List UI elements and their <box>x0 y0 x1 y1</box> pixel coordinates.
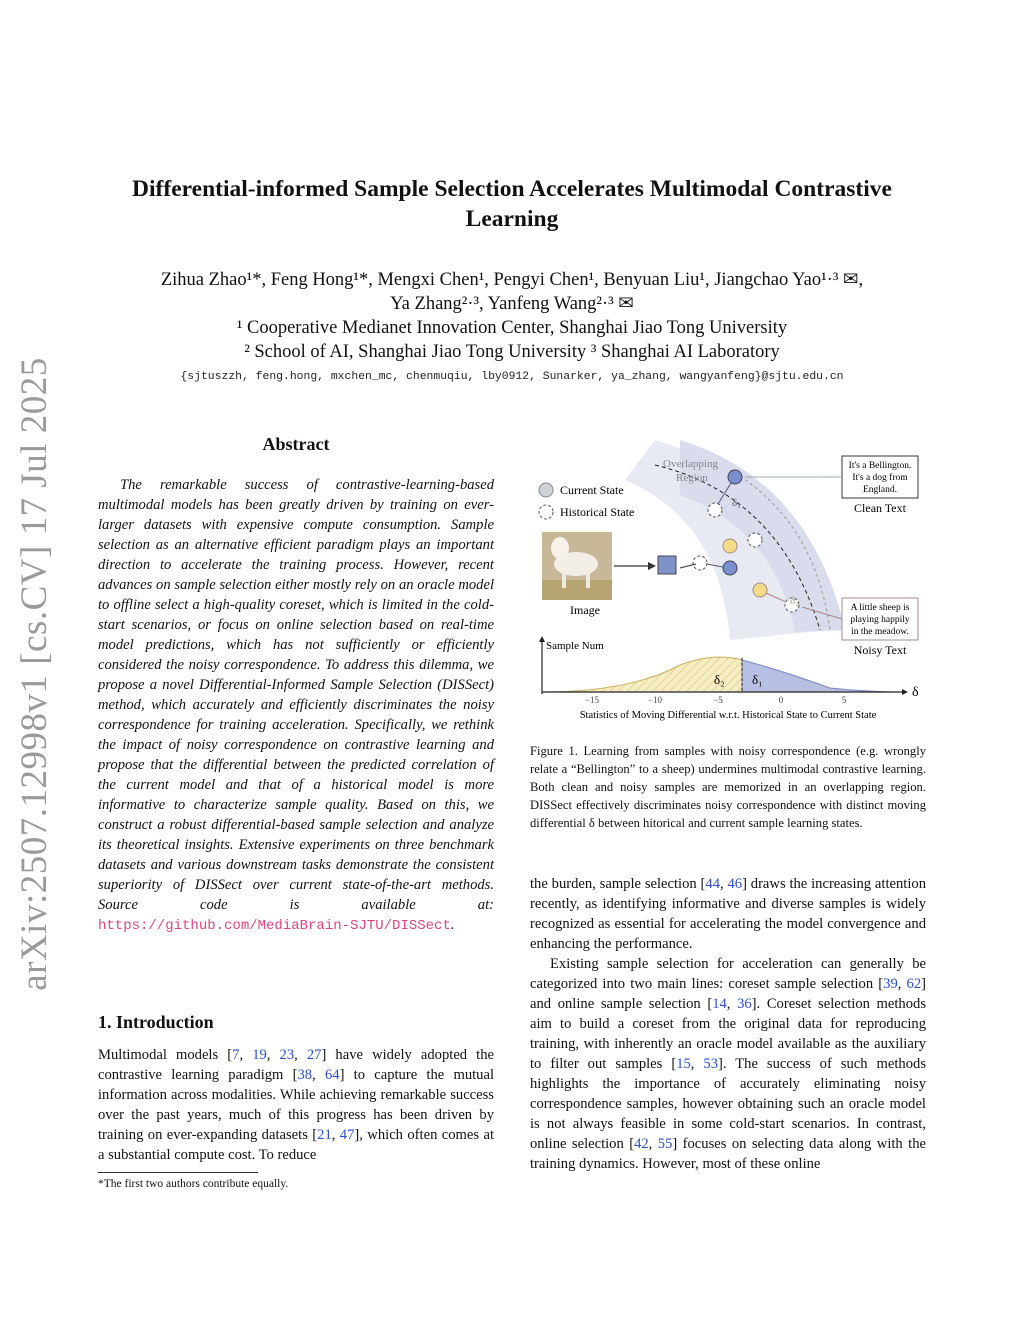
clean-current-state-2 <box>723 561 737 575</box>
image-label: Image <box>570 603 600 617</box>
noisy-historical-state-1 <box>748 533 762 547</box>
paper-title: Differential-informed Sample Selection Accelerates Multimodal Contrastive Learning <box>132 176 892 232</box>
clean-historical-state-2 <box>693 556 707 570</box>
citation-link[interactable]: 44 <box>705 876 720 892</box>
citation-link[interactable]: 53 <box>703 1056 719 1072</box>
author-emails[interactable]: {sjtuszzh, feng.hong, mxchen_mc, chenmuqiu, lby0912, Sunarker, ya_zhang, wangyanfeng}@sjtu.edu.cn <box>180 371 844 383</box>
abstract-heading: Abstract <box>262 434 330 454</box>
right-column-text: the burden, sample selection [44, 46] draws the increasing attention recently, as identifying informative and diverse samples is widely recognized as essential for accelerating the model convergence and enhancing the performance. Existing sample selection for acceleration can generally be categorized into two main lines: coreset sample selection [39, 62] and online sample selection [14, 36]. Coreset selection methods aim to build a coreset from the original data for reproducing training, with inherently an oracle model available as the auxiliary to filter out samples [15, 53]. The success of such methods highlights the importance of accurately eliminating noisy correspondence samples, however obtaining such an oracle model is not always feasible in some cold-start scenarios. In contrast, online selection [42, 55] focuses on selecting data along with the training dynamics. However, most of these online <box>530 876 927 1172</box>
figure-1-svg <box>530 440 926 725</box>
citation-link[interactable]: 21 <box>317 1127 332 1143</box>
abstract-body <box>98 475 494 936</box>
delta1-label: δ₁ <box>752 672 763 687</box>
footnote-rule <box>98 1172 258 1173</box>
x-axis-label: Statistics of Moving Differential w.r.t. Historical State to Current State <box>579 710 877 721</box>
embedding-link <box>680 564 696 568</box>
y-axis-arrowhead <box>539 636 545 642</box>
legend-historical-label: Historical State <box>560 505 635 519</box>
x-tick: −5 <box>713 695 723 705</box>
noisy-text-line-2: playing happily <box>850 615 910 625</box>
footnote: *The first two authors contribute equally. <box>98 1178 289 1190</box>
citation-link[interactable]: 27 <box>306 1047 322 1063</box>
citation-link[interactable]: 19 <box>252 1047 267 1063</box>
x-tick: −15 <box>584 695 600 705</box>
delta-axis-label: δ <box>912 685 919 700</box>
text-run: ] focuses on selecting data along with the training dynamics. However, most of these online <box>530 1136 926 1172</box>
noisy-distribution-area <box>542 657 742 692</box>
clean-text-line-3: England. <box>862 485 898 495</box>
overlap-label-1: Overlapping <box>663 458 718 470</box>
text-run: ] and online sample selection [ <box>530 976 927 1012</box>
author-block <box>80 268 944 364</box>
citation-link[interactable]: 47 <box>339 1127 355 1143</box>
affiliation-2: ² School of AI, Shanghai Jiao Tong University ³ Shanghai AI Laboratory <box>244 342 780 362</box>
clean-historical-state <box>708 503 722 517</box>
image-arrowhead <box>648 562 656 570</box>
affiliation-1: ¹ Cooperative Medianet Innovation Center, Shanghai Jiao Tong University <box>236 318 788 338</box>
x-tick: 5 <box>841 695 847 705</box>
figure-1 <box>530 440 926 730</box>
source-code-link[interactable]: https://github.com/MediaBrain-SJTU/DISSect <box>98 918 451 934</box>
text-run: the burden, sample selection [ <box>530 876 706 892</box>
legend-current-label: Current State <box>560 483 624 497</box>
noisy-current-state-1 <box>723 539 737 553</box>
text-run: Multimodal models [ <box>98 1047 233 1063</box>
authors-line-2: Ya Zhang²·³, Yanfeng Wang²·³ ✉ <box>390 294 634 314</box>
dog-image <box>542 532 612 600</box>
text-run: ] have widely adopted the contrastive learning paradigm [ <box>98 1047 495 1083</box>
noisy-text-line-3: in the meadow. <box>851 627 909 637</box>
clean-text-line-1: It's a Bellington. <box>848 461 912 471</box>
y-axis-label: Sample Num <box>546 640 604 652</box>
citation-link[interactable]: 23 <box>279 1047 295 1063</box>
text-run: ]. The success of such methods highlights the importance of accurately eliminating noisy correspondence samples, however obtaining such an oracle model is not always feasible in some cold-start scenarios. In contrast, online selection [ <box>530 1056 926 1152</box>
citation-link[interactable]: 46 <box>727 876 743 892</box>
citation-link[interactable]: 62 <box>906 976 922 992</box>
text-run: ] to capture the mutual information across modalities. While achieving remarkable success over the past years, much of this progress has been driven by training on ever-expanding datasets [ <box>98 1067 495 1143</box>
delta2-label-top: δ₂ <box>790 595 800 607</box>
text-run: Existing sample selection for acceleration can generally be categorized into two main lines: coreset sample selection [ <box>530 956 926 992</box>
noisy-text-label: Noisy Text <box>853 643 907 657</box>
clean-distribution-area <box>742 660 902 692</box>
citation-link[interactable]: 64 <box>324 1067 340 1083</box>
introduction-heading: 1. Introduction <box>98 1012 214 1032</box>
text-run: ]. Coreset selection methods aim to build a coreset from the original data for reproducing training, with inherently an oracle model available as the auxiliary to filter out samples [ <box>530 996 927 1072</box>
delta2-label: δ₂ <box>714 672 725 687</box>
citation-link[interactable]: 15 <box>676 1056 691 1072</box>
legend-historical-icon <box>539 505 553 519</box>
citation-link[interactable]: 55 <box>657 1136 673 1152</box>
figure-caption: Figure 1. Learning from samples with noisy correspondence (e.g. wrongly relate a “Bellington” to a sheep) undermines multimodal contrastive learning. Both clean and noisy samples are memorized in an overlapping region. DISSect effectively discriminates noisy correspondence with distinct moving differential δ between hitorical and current sample learning states. <box>530 744 926 830</box>
intro-paragraph: Multimodal models [7, 19, 23, 27] have widely adopted the contrastive learning paradigm [38, 64] to capture the mutual information across modalities. While achieving remarkable success over the past years, much of this progress has been driven by training on ever-expanding datasets [21, 47], which often comes at a substantial compute cost. To reduce <box>98 1047 495 1163</box>
citation-link[interactable]: 7 <box>232 1047 240 1063</box>
x-tick: −10 <box>647 695 663 705</box>
abstract-text: The remarkable success of contrastive-learning-based multimodal models has been greatly driven by training on ever-larger datasets with expensive compute consumption. Sample selection as an alternative efficient paradigm plays an important direction to accelerate the training process. However, recent advances on sample selection either mostly rely on an oracle model to offline select a high-quality coreset, which is limited in the cold-start scenarios, or focus on online selection based on real-time model predictions, which has not sufficiently or efficiently considered the noisy correspondence. To address this dilemma, we propose a novel Differential-Informed Sample Selection (DISSect) method, which accurately and efficiently discriminates the noisy correspondence for training acceleration. Specifically, we rethink the impact of noisy correspondence on contrastive learning and propose that the differential between the predicted correlation of the current model and that of a historical model is more informative to characterize sample quality. Based on this, we construct a robust differential-based sample selection and analyze its theoretical insights. Extensive experiments on three benchmark datasets and various downstream tasks demonstrate the consistent superiority of DISSect over current state-of-the-art methods. Source code is available at: <box>98 477 494 913</box>
clean-text-line-2: It's a dog from <box>852 473 908 483</box>
citation-link[interactable]: 38 <box>297 1067 313 1083</box>
overlap-label-2: Region <box>676 472 708 484</box>
clean-current-state <box>728 470 742 484</box>
arxiv-identifier: arXiv:2507.12998v1 [cs.CV] 17 Jul 2025 <box>14 357 55 991</box>
legend-current-icon <box>539 483 553 497</box>
x-ticks <box>585 695 847 705</box>
citation-link[interactable]: 36 <box>737 996 752 1012</box>
image-embedding-square <box>658 556 676 574</box>
clean-text-label: Clean Text <box>854 501 906 515</box>
citation-link[interactable]: 14 <box>712 996 727 1012</box>
noisy-text-line-1: A little sheep is <box>850 603 910 613</box>
citation-link[interactable]: 42 <box>634 1136 649 1152</box>
delta1-label-top: δ₁ <box>732 497 742 509</box>
text-run: ], which often comes at a substantial compute cost. To reduce <box>98 1127 494 1163</box>
x-axis-arrowhead <box>902 689 908 695</box>
noisy-current-state-2 <box>753 583 767 597</box>
abstract-end: . <box>450 917 455 933</box>
citation-link[interactable]: 39 <box>883 976 898 992</box>
authors-line-1: Zihua Zhao¹*, Feng Hong¹*, Mengxi Chen¹, Pengyi Chen¹, Benyuan Liu¹, Jiangchao Yao¹·³ ✉, <box>160 270 864 290</box>
x-tick: 0 <box>778 695 784 705</box>
text-run: ] draws the increasing attention recently, as identifying informative and diverse samples is widely recognized as essential for accelerating the model convergence and enhancing the performance. <box>530 876 926 952</box>
